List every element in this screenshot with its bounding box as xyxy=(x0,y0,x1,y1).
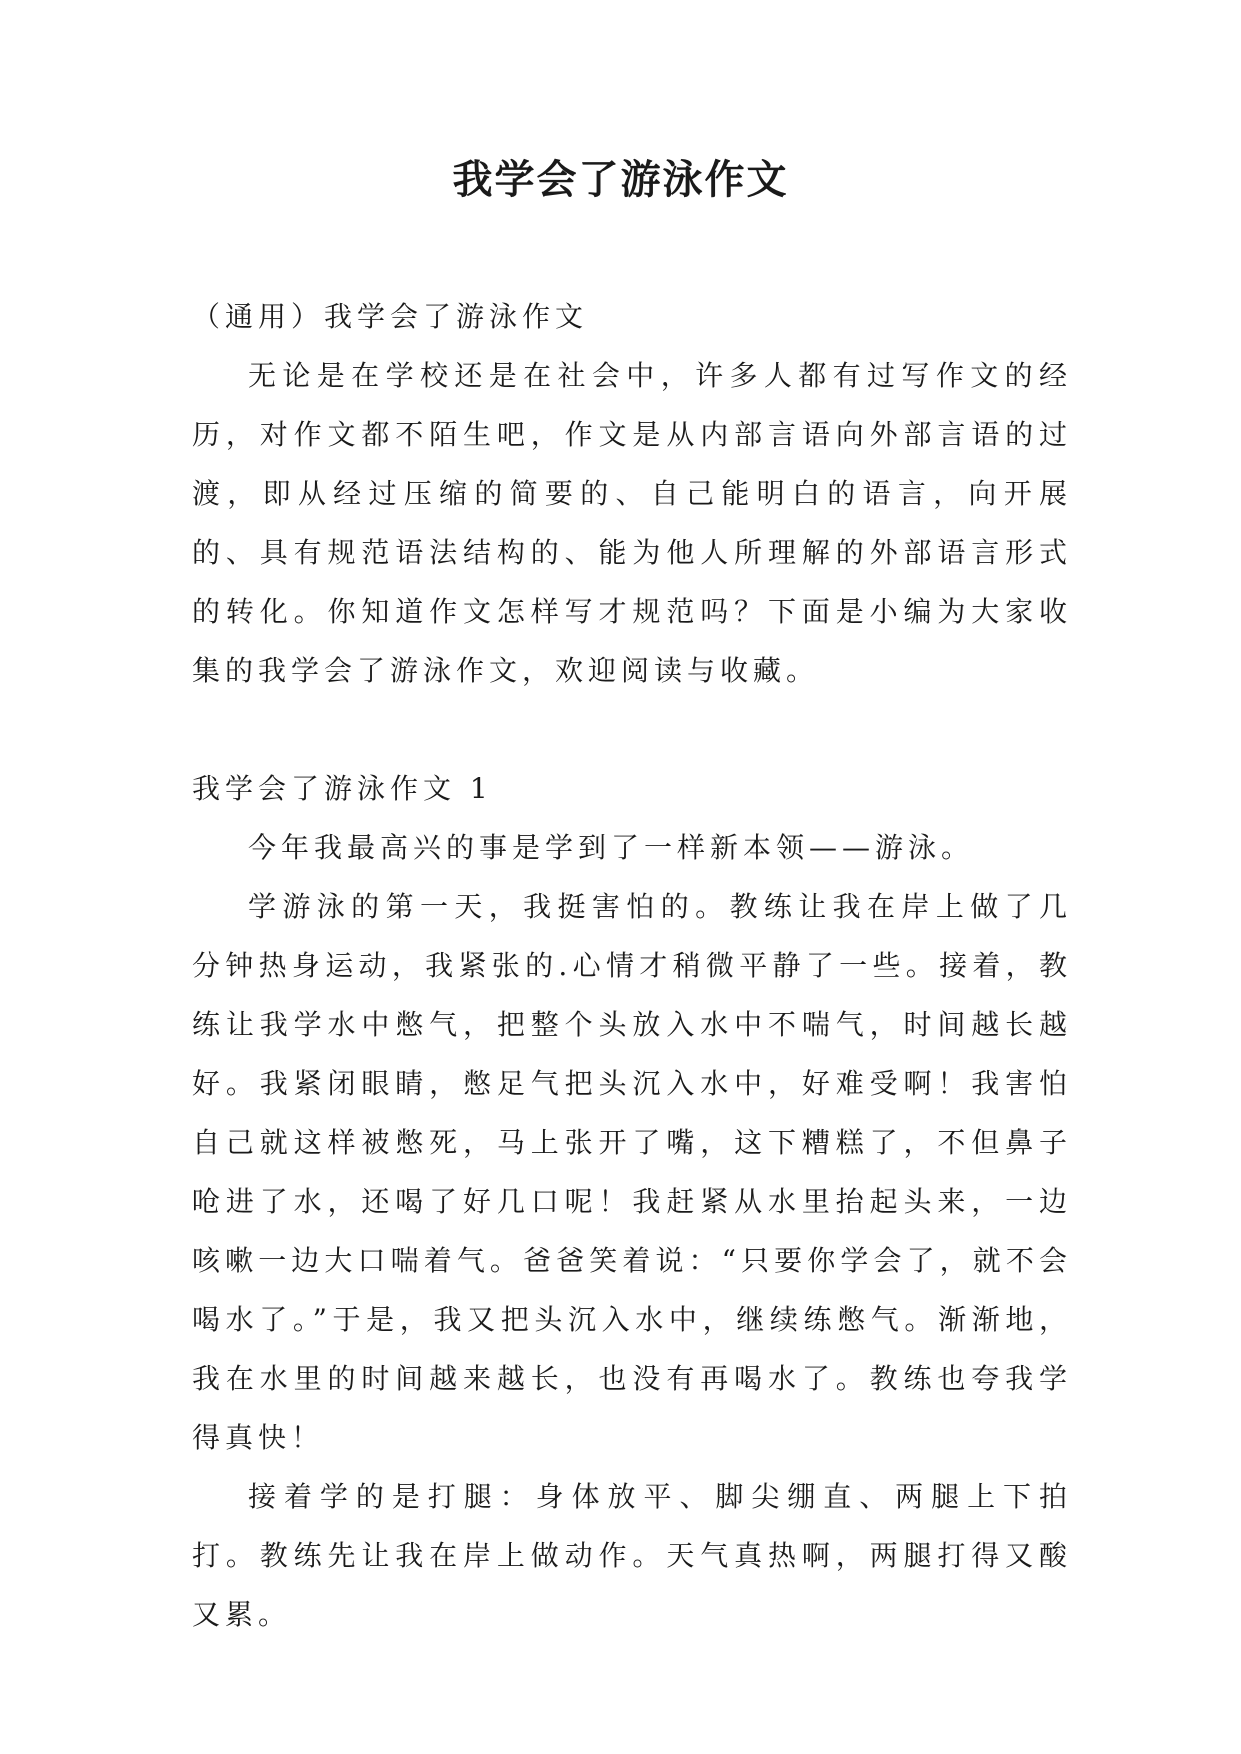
section-heading: 我学会了游泳作文 1 xyxy=(192,772,493,805)
document-body xyxy=(192,287,1072,1644)
body-paragraph-3: 接着学的是打腿：身体放平、脚尖绷直、两腿上下拍打。教练先让我在岸上做动作。天气真热啊，两腿打得又酸又累。 xyxy=(192,1480,1072,1631)
intro-paragraph: 无论是在学校还是在社会中，许多人都有过写作文的经历，对作文都不陌生吧，作文是从内部言语向外部言语的过渡，即从经过压缩的简要的、自己能明白的语言，向开展的、具有规范语法结构的、能为他人所理解的外部语言形式的转化。你知道作文怎样写才规范吗？下面是小编为大家收集的我学会了游泳作文，欢迎阅读与收藏。 xyxy=(192,359,1072,687)
document-title: 我学会了游泳作文 xyxy=(452,156,789,203)
document-subtitle: （通用）我学会了游泳作文 xyxy=(192,300,589,333)
body-paragraph-1: 今年我最高兴的事是学到了一样新本领——游泳。 xyxy=(248,831,975,864)
body-paragraph-2: 学游泳的第一天，我挺害怕的。教练让我在岸上做了几分钟热身运动，我紧张的.心情才稍微平静了一些。接着，教练让我学水中憋气，把整个头放入水中不喘气，时间越长越好。我紧闭眼睛，憋足气把头沉入水中，好难受啊！我害怕自己就这样被憋死，马上张开了嘴，这下糟糕了，不但鼻子呛进了水，还喝了好几口呢！我赶紧从水里抬起头来，一边咳嗽一边大口喘着气。爸爸笑着说：“只要你学会了，就不会喝水了。”于是，我又把头沉入水中，继续练憋气。渐渐地，我在水里的时间越来越长，也没有再喝水了。教练也夸我学得真快！ xyxy=(192,890,1072,1454)
